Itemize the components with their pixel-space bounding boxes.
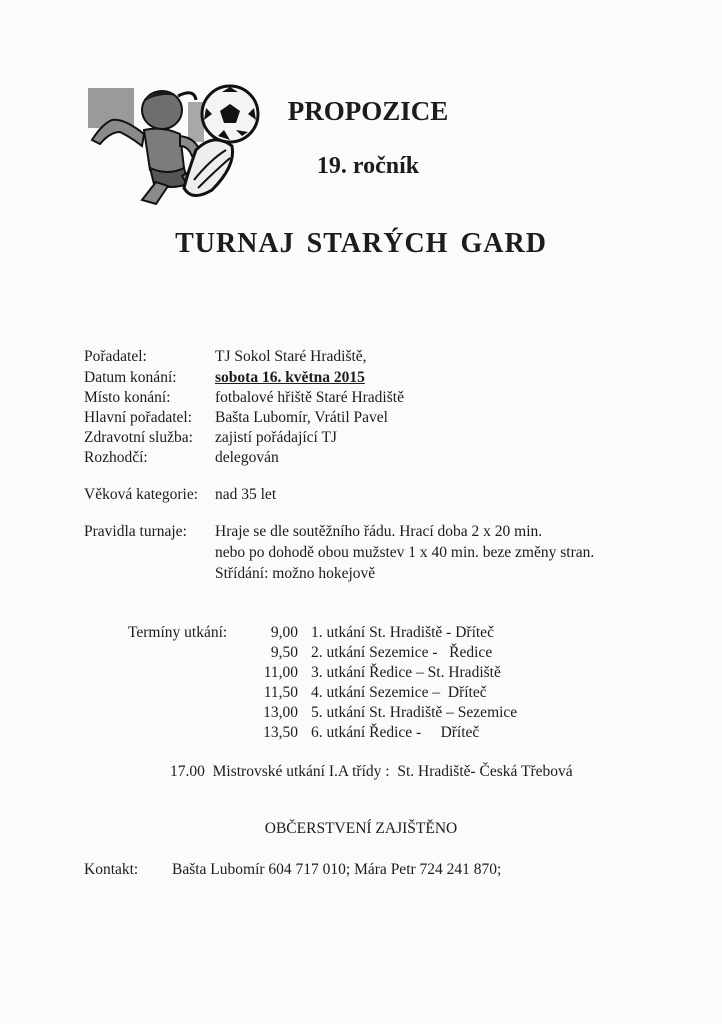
match-text: 6. utkání Ředice - Dříteč xyxy=(311,724,480,741)
age-value: nad 35 let xyxy=(215,486,277,503)
match-text: 5. utkání St. Hradiště – Sezemice xyxy=(311,704,518,721)
document-title: PROPOZICE xyxy=(287,96,449,126)
tournament-word: GARD xyxy=(460,228,547,259)
rules-label: Pravidla turnaje: xyxy=(84,523,187,540)
match-time: 9,00 xyxy=(270,624,298,641)
match-text: 1. utkání St. Hradiště - Dříteč xyxy=(311,624,494,641)
tournament-name xyxy=(0,228,722,260)
edition-number: 19. ročník xyxy=(316,153,420,179)
rules-line: Hraje se dle soutěžního řádu. Hrací doba 2 x 20 min. xyxy=(215,523,543,540)
info-label: Zdravotní služba: xyxy=(84,429,193,446)
rules-line: Střídání: možno hokejově xyxy=(215,565,376,582)
age-label: Věková kategorie: xyxy=(84,486,199,503)
match-text: 4. utkání Sezemice – Dříteč xyxy=(311,684,487,701)
league-match: 17.00 Mistrovské utkání I.A třídy : St. Hradiště- Česká Třebová xyxy=(170,763,573,780)
match-time: 13,00 xyxy=(263,704,298,721)
info-label: Pořadatel: xyxy=(84,348,147,365)
match-time: 11,00 xyxy=(263,664,298,681)
info-value: zajistí pořádající TJ xyxy=(215,429,337,446)
match-time: 9,50 xyxy=(270,644,298,661)
info-label: Datum konání: xyxy=(84,369,177,386)
schedule-label: Termíny utkání: xyxy=(128,624,228,641)
contact-label: Kontakt: xyxy=(84,861,139,878)
match-text: 2. utkání Sezemice - Ředice xyxy=(311,644,493,661)
info-label: Rozhodčí: xyxy=(84,449,148,466)
refreshments-note: OBČERSTVENÍ ZAJIŠTĚNO xyxy=(264,820,458,837)
info-value: delegován xyxy=(215,449,279,466)
tournament-word: STARÝCH xyxy=(306,228,449,259)
info-value: TJ Sokol Staré Hradiště, xyxy=(215,348,367,365)
rules-line: nebo po dohodě obou mužstev 1 x 40 min. beze změny stran. xyxy=(215,544,595,561)
match-time: 13,50 xyxy=(263,724,298,741)
match-text: 3. utkání Ředice – St. Hradiště xyxy=(311,664,501,681)
info-label: Hlavní pořadatel: xyxy=(84,409,193,426)
event-date: sobota 16. května 2015 xyxy=(215,369,365,386)
tournament-word: TURNAJ xyxy=(175,228,295,259)
info-value: Bašta Lubomír, Vrátil Pavel xyxy=(215,409,388,426)
info-label: Místo konání: xyxy=(84,389,171,406)
info-value: fotbalové hřiště Staré Hradiště xyxy=(215,389,404,406)
contact-value: Bašta Lubomír 604 717 010; Mára Petr 724 241 870; xyxy=(172,861,502,878)
match-time: 11,50 xyxy=(263,684,298,701)
